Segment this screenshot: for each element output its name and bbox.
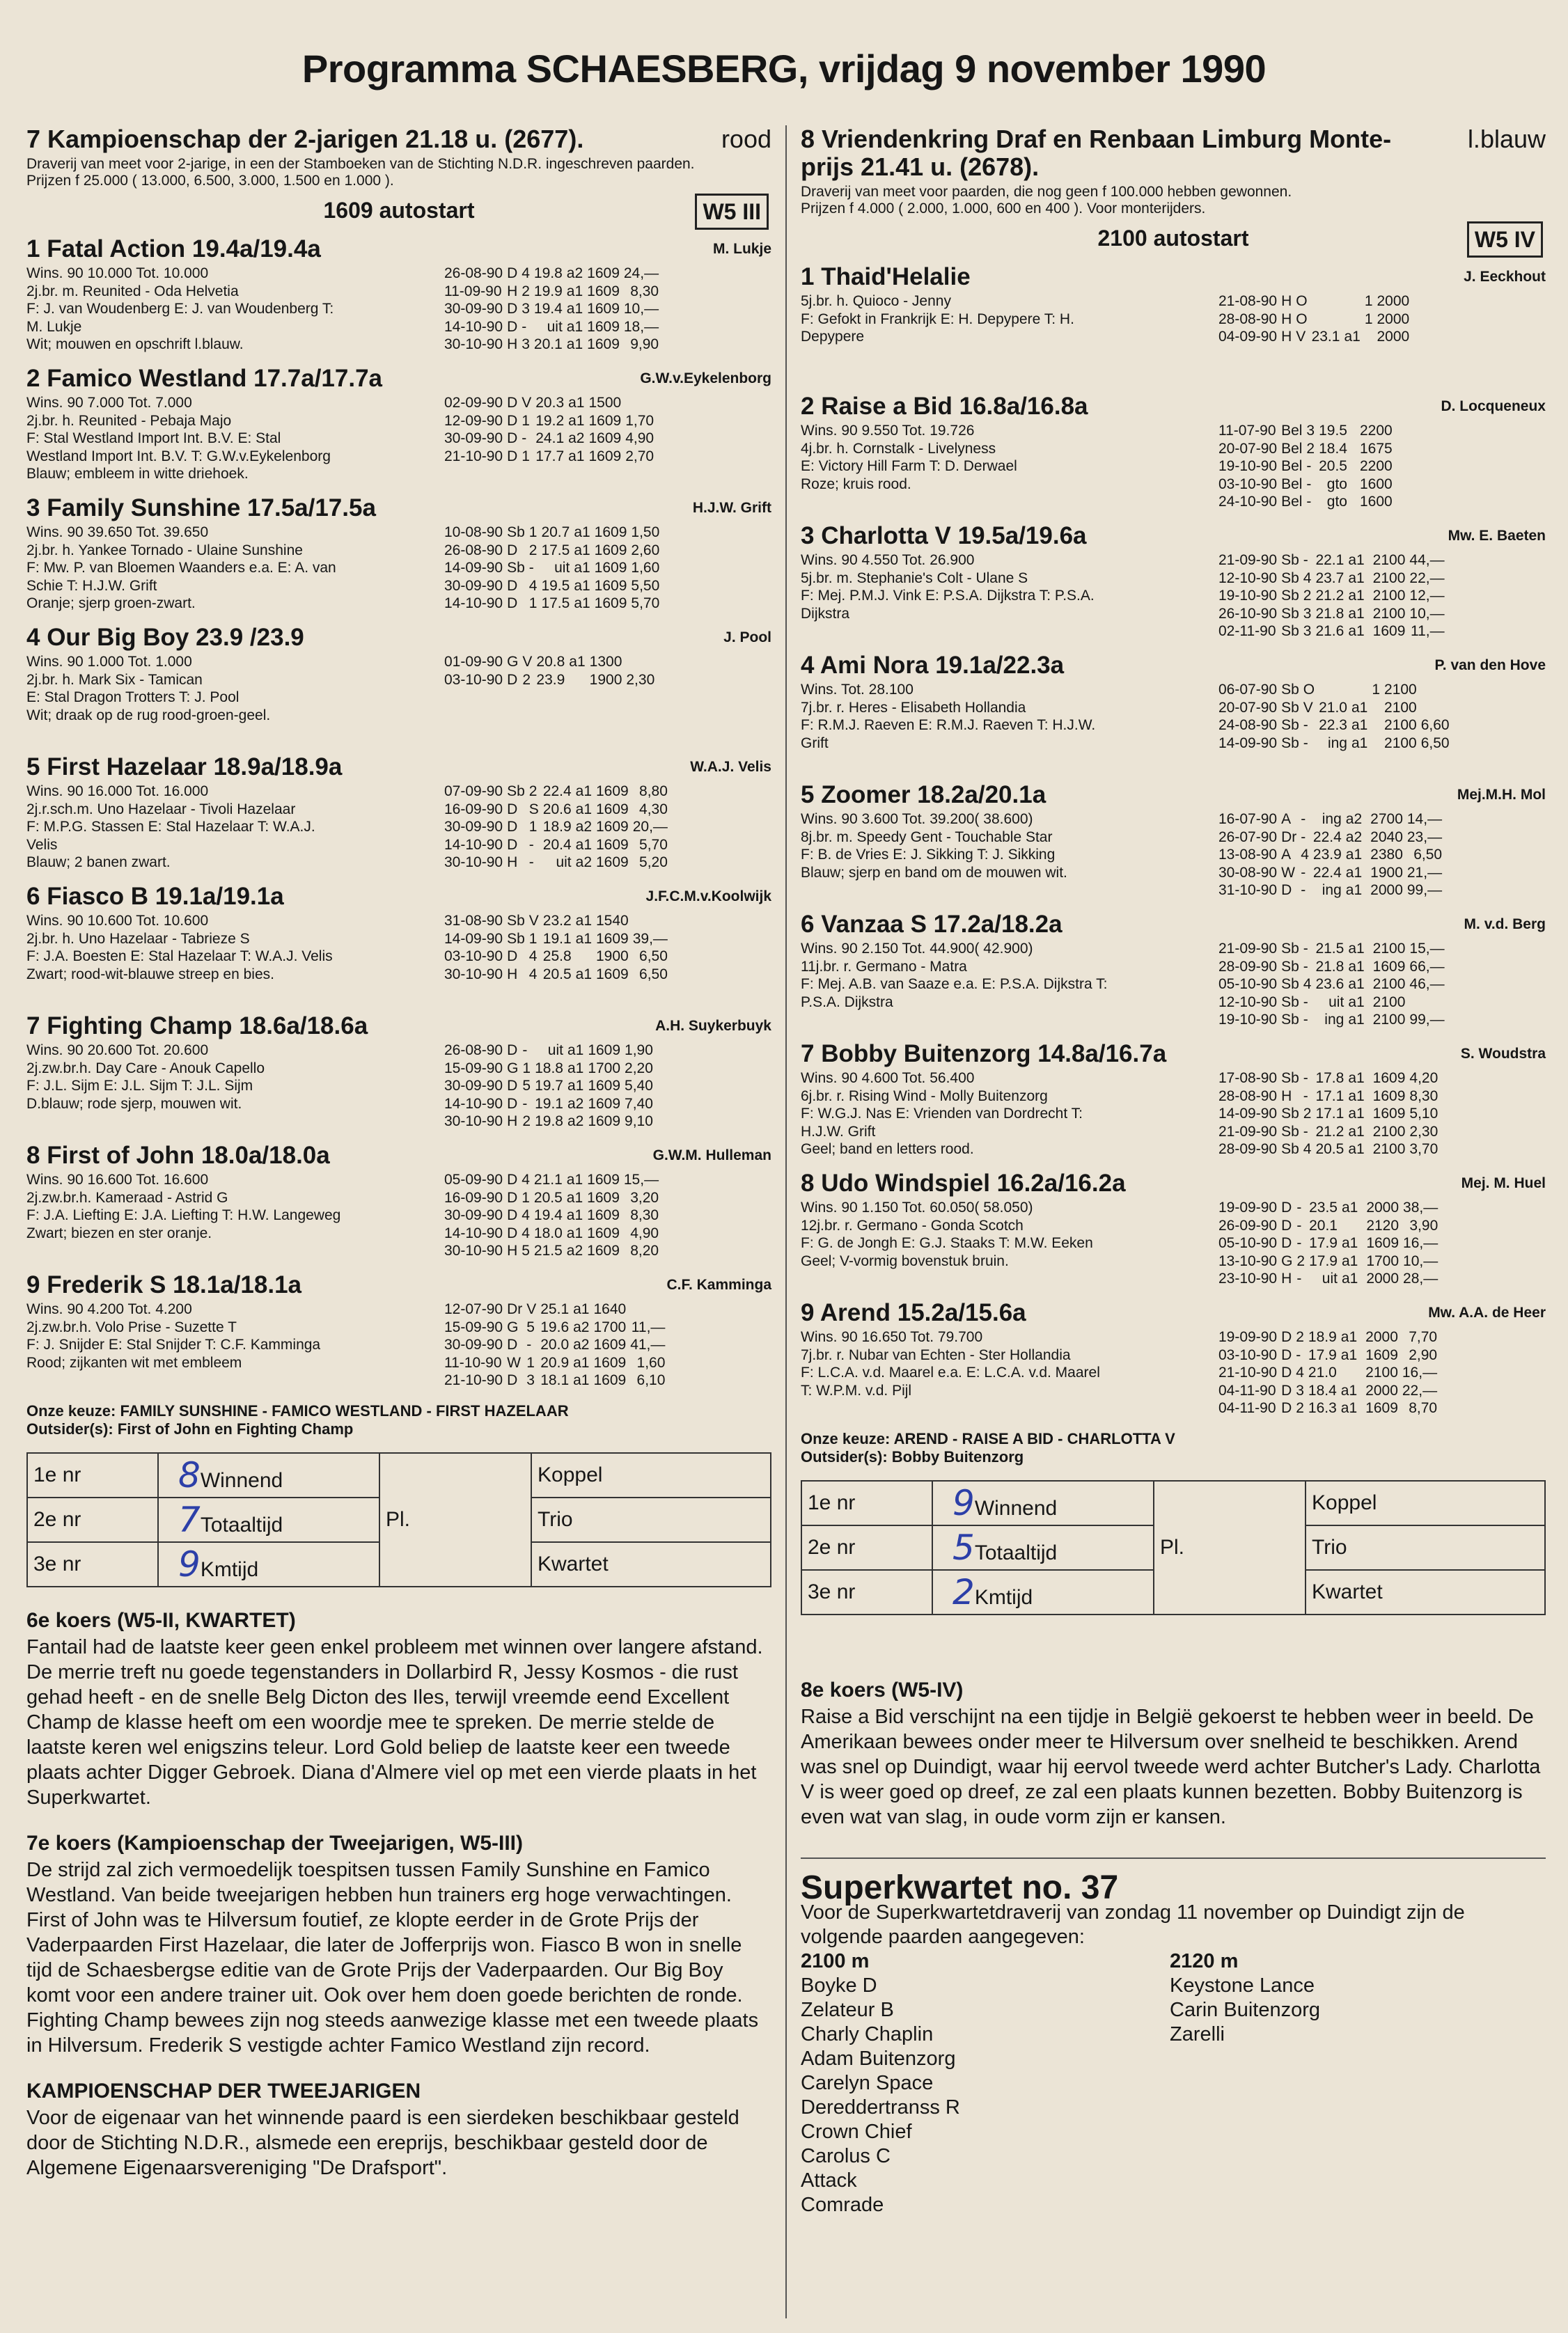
result-row: 23-10-90 H - uit a1 2000 28,— [1218, 1271, 1438, 1287]
horse-entry [26, 1142, 771, 1267]
handwritten-number: 9 [178, 1544, 201, 1585]
result-row: 30-10-90 H 2 19.8 a2 1609 9,10 [444, 1113, 653, 1129]
superkwartet-list-2120 [1170, 1974, 1539, 2047]
horse-trainer: G.W.M. Hulleman [652, 1147, 771, 1163]
result-row: 21-10-90 D 3 18.1 a1 1609 6,10 [444, 1372, 666, 1388]
horse-results [444, 1042, 657, 1131]
horse-trainer: G.W.v.Eykelenborg [640, 370, 771, 386]
horse-name: 5 Zoomer 18.2a/20.1a [801, 781, 1046, 808]
horse-name: 6 Vanzaa S 17.2a/18.2a [801, 911, 1063, 938]
horse-results [1218, 681, 1454, 752]
horse-results [444, 912, 672, 983]
horse-info: Wins. 90 1.150 Tot. 60.050( 58.050) 12j.br. r. Germano - Gonda Scotch F: G. de Jongh E: G.J. Staaks T: M.W. Eeken Geel; V-vormig bovenstuk bruin. [801, 1200, 1093, 1269]
horse-results [1218, 810, 1446, 900]
result-row: 14-10-90 D - 20.4 a1 1609 5,70 [444, 836, 668, 853]
horse-results [1218, 1199, 1442, 1288]
horse-results [1218, 940, 1449, 1029]
result-row: 05-09-90 D 4 21.1 a1 1609 15,— [444, 1172, 659, 1188]
horse-info: Wins. 90 1.000 Tot. 1.000 2j.br. h. Mark Six - Tamican E: Stal Dragon Trotters T: J. Pool Wit; draak op de rug rood-groen-geel. [26, 654, 271, 723]
race-8-horse-list [801, 263, 1546, 1424]
horse-trainer: Mej.M.H. Mol [1457, 787, 1546, 803]
result-row: 24-10-90 Bel - gto 1600 [1218, 494, 1393, 510]
result-row: 07-09-90 Sb 2 22.4 a1 1609 8,80 [444, 783, 668, 799]
result-row: 02-09-90 D V 20.3 a1 1500 [444, 395, 622, 411]
result-row: 21-09-90 Sb - 21.2 a1 2100 2,30 [1218, 1123, 1438, 1140]
horse-name: 3 Charlotta V 19.5a/19.6a [801, 522, 1087, 549]
result-row: 13-10-90 G 2 17.9 a1 1700 10,— [1218, 1252, 1438, 1269]
superkwartet-horse: Carolus C [801, 2145, 891, 2167]
race-7-color: rood [721, 125, 771, 153]
horse-results [444, 1301, 669, 1390]
result-row: 04-11-90 D 2 16.3 a1 1609 8,70 [1218, 1400, 1438, 1416]
horse-entry [26, 753, 771, 879]
superkwartet-horse: Adam Buitenzorg [801, 2048, 956, 2070]
result-row: 24-08-90 Sb - 22.3 a1 2100 6,60 [1218, 717, 1450, 733]
result-row: 28-09-90 Sb - 21.8 a1 1609 66,— [1218, 958, 1445, 975]
horse-name: 4 Our Big Boy 23.9 /23.9 [26, 624, 304, 651]
horse-name: 9 Arend 15.2a/15.6a [801, 1299, 1026, 1326]
horse-info: Wins. 90 20.600 Tot. 20.600 2j.zw.br.h. Day Care - Anouk Capello F: J.L. Sijm E: J.L. Sijm T: J.L. Sijm D.blauw; rode sjerp, mouwen wit. [26, 1042, 265, 1112]
horse-trainer: J. Eeckhout [1464, 269, 1546, 285]
horse-trainer: D. Locqueneux [1441, 398, 1546, 414]
race-8-color: l.blauw [1467, 125, 1546, 153]
result-row: 02-11-90 Sb 3 21.6 a1 1609 11,— [1218, 623, 1445, 639]
result-row: 21-09-90 Sb - 22.1 a1 2100 44,— [1218, 552, 1445, 568]
result-row: 16-09-90 D S 20.6 a1 1609 4,30 [444, 801, 668, 817]
result-row: 30-10-90 H 3 20.1 a1 1609 9,90 [444, 336, 659, 352]
horse-results [1218, 422, 1401, 511]
horse-results [444, 653, 659, 689]
result-row: 26-10-90 Sb 3 21.8 a1 2100 10,— [1218, 605, 1445, 622]
race-8-result-grid: 1e nr 9Winnend Pl. Koppel 2e nr 5Totaaltijd Trio 3e nr 2Kmtijd Kwartet [801, 1480, 1546, 1615]
result-row: 13-08-90 A 4 23.9 a1 2380 6,50 [1218, 847, 1443, 863]
horse-entry [801, 911, 1546, 1036]
horse-entry [26, 1271, 771, 1397]
result-row: 19-10-90 Sb - ing a1 2100 99,— [1218, 1012, 1445, 1028]
result-row: 30-10-90 H 4 20.5 a1 1609 6,50 [444, 966, 668, 982]
horse-info: Wins. 90 2.150 Tot. 44.900( 42.900) 11j.br. r. Germano - Matra F: Mej. A.B. van Saaze e.a. E: P.S.A. Dijkstra T: P.S.A. Dijkstra [801, 941, 1108, 1010]
race-8-description: Draverij van meet voor paarden, die nog geen f 100.000 hebben gewonnen. Prijzen f 4.000 ( 2.000, 1.000, 600 en 400 ). Voor monterijders. [801, 184, 1292, 217]
result-row: 28-08-90 H O 1 2000 [1218, 311, 1410, 327]
result-row: 10-08-90 Sb 1 20.7 a1 1609 1,50 [444, 524, 660, 540]
horse-trainer: S. Woudstra [1460, 1046, 1546, 1062]
result-row: 30-09-90 D 1 18.9 a2 1609 20,— [444, 819, 668, 835]
superkwartet-horse: Boyke D [801, 1974, 877, 1997]
horse-trainer: Mw. E. Baeten [1448, 528, 1546, 544]
result-row: 21-09-90 Sb - 21.5 a1 2100 15,— [1218, 941, 1445, 957]
horse-name: 8 First of John 18.0a/18.0a [26, 1142, 330, 1169]
handwritten-number: 9 [952, 1483, 975, 1523]
horse-results [1218, 1328, 1441, 1417]
horse-info: Wins. 90 4.200 Tot. 4.200 2j.zw.br.h. Volo Prise - Suzette T F: J. Snijder E: Stal Snijder T: C.F. Kamminga Rood; zijkanten wit met embleem [26, 1301, 321, 1371]
horse-entry [801, 522, 1546, 647]
result-row: 20-07-90 Bel 2 18.4 1675 [1218, 440, 1393, 457]
result-row: 03-10-90 D 2 23.9 1900 2,30 [444, 671, 655, 688]
horse-name: 5 First Hazelaar 18.9a/18.9a [26, 753, 343, 780]
horse-trainer: Mej. M. Huel [1461, 1175, 1546, 1191]
result-row: 26-08-90 D - uit a1 1609 1,90 [444, 1042, 653, 1058]
horse-info: Wins. 90 16.650 Tot. 79.700 7j.br. r. Nubar van Echten - Ster Hollandia F: L.C.A. v.d. Maarel e.a. E: L.C.A. v.d. Maarel T: W.P.M. v.d. Pijl [801, 1329, 1100, 1399]
horse-info: Wins. 90 10.000 Tot. 10.000 2j.br. m. Reunited - Oda Helvetia F: J. van Woudenberg E: J. van Woudenberg T: M. Lukje Wit; mouwen en opschrift l.blauw. [26, 265, 334, 352]
result-row: 15-09-90 G 1 18.8 a1 1700 2,20 [444, 1060, 653, 1076]
horse-trainer: C.F. Kamminga [666, 1277, 771, 1293]
left-column [26, 125, 771, 2181]
race-7-start: 1609 autostart [323, 198, 475, 223]
result-row: 30-08-90 W - 22.4 a1 1900 21,— [1218, 864, 1443, 881]
result-row: 11-09-90 H 2 19.9 a1 1609 8,30 [444, 283, 659, 299]
result-row: 19-10-90 Sb 2 21.2 a1 2100 12,— [1218, 588, 1445, 604]
result-row: 12-10-90 Sb - uit a1 2100 [1218, 993, 1406, 1010]
horse-entry [26, 1012, 771, 1138]
superkwartet-horse: Charly Chaplin [801, 2023, 934, 2045]
result-row: 03-10-90 D 4 25.8 1900 6,50 [444, 948, 668, 964]
result-row: 05-10-90 D - 17.9 a1 1609 16,— [1218, 1235, 1438, 1251]
horse-name: 1 Fatal Action 19.4a/19.4a [26, 235, 321, 262]
result-row: 30-09-90 D 4 19.5 a1 1609 5,50 [444, 577, 660, 594]
result-row: 17-08-90 Sb - 17.8 a1 1609 4,20 [1218, 1070, 1438, 1086]
horse-trainer: J.F.C.M.v.Koolwijk [645, 888, 771, 904]
superkwartet-list-2100 [801, 1974, 1170, 2217]
horse-info: Wins. 90 3.600 Tot. 39.200( 38.600) 8j.br. m. Speedy Gent - Touchable Star F: B. de Vries E: J. Sikking T: J. Sikking Blauw; sjerp en band om de mouwen wit. [801, 811, 1067, 881]
result-row: 26-09-90 D - 20.1 2120 3,90 [1218, 1217, 1438, 1234]
result-row: 21-08-90 H O 1 2000 [1218, 293, 1410, 309]
horse-info: Wins. 90 4.550 Tot. 26.900 5j.br. m. Stephanie's Colt - Ulane S F: Mej. P.M.J. Vink E: P.S.A. Dijkstra T: P.S.A. Dijkstra [801, 552, 1095, 622]
right-column [801, 125, 1546, 2217]
horse-name: 4 Ami Nora 19.1a/22.3a [801, 652, 1065, 679]
result-row: 14-09-90 Sb - uit a1 1609 1,60 [444, 560, 660, 576]
race-7-horse-list [26, 235, 771, 1397]
horse-trainer: M. v.d. Berg [1464, 916, 1546, 932]
article-race-7: 7e koers (Kampioenschap der Tweejarigen, W5-III) De strijd zal zich vermoedelijk toespitsen tussen Family Sunshine en Famico Westland. Van beide tweejarigen hebben hun trainers erg hoge verwachtingen. First of John was te Hilversum foutief, ze klopte eerder in de Grote Prijs der Vaderpaarden First Hazelaar, die later de Jofferprijs won. Fiasco B won in snelle tijd de Schaesbergse editie van de Grote Prijs der Vaderpaarden. Our Big Boy komt voor een andere trainer uit. Ook over hem doen goede berichten de ronde. Fighting Champ bewees zijn nog steeds aanwezige klasse met een tweede plaats in Hilversum. Frederik S vestigde achter Famico Westland zijn record. [26, 1832, 759, 2057]
race-7-result-grid: 1e nr 8Winnend Pl. Koppel 2e nr 7Totaaltijd Trio 3e nr 9Kmtijd Kwartet [26, 1452, 771, 1587]
result-row: 11-10-90 W 1 20.9 a1 1609 1,60 [444, 1354, 666, 1371]
race-8-class-badge: W5 IV [1467, 221, 1543, 258]
result-row: 28-08-90 H - 17.1 a1 1609 8,30 [1218, 1087, 1438, 1104]
result-row: 19-09-90 D - 23.5 a1 2000 38,— [1218, 1200, 1438, 1216]
horse-results [444, 1171, 663, 1260]
result-row: 14-10-90 D 1 17.5 a1 1609 5,70 [444, 595, 660, 611]
horse-name: 7 Fighting Champ 18.6a/18.6a [26, 1012, 368, 1039]
horse-entry [26, 624, 771, 749]
superkwartet-section: Superkwartet no. 37 Voor de Superkwartetdraverij van zondag 11 november op Duindigt zijn de volgende paarden aangegeven: 2100 m Boyke D Zelateur B Charly Chaplin Adam Buitenzorg Carelyn Space Dereddertranss R Crown Chief Carolus C Attack Comrade 2120 m Keystone Lance Carin Buitenzorg Zarelli [801, 1876, 1546, 2217]
article-kampioenschap: KAMPIOENSCHAP DER TWEEJARIGEN Voor de eigenaar van het winnende paard is een sierdeken beschikbaar gesteld door de Stichting N.D.R., alsmede een ereprijs, beschikbaar gesteld door de Algemene Eigenaarsvereniging "De Drafsport". [26, 2080, 739, 2179]
result-row: 26-07-90 Dr - 22.4 a2 2040 23,— [1218, 828, 1443, 845]
article-race-6: 6e koers (W5-II, KWARTET) Fantail had de laatste keer geen enkel probleem met winnen over langere afstand. De merrie treft nu goede tegenstanders in Dollarbird R, Jessy Kosmos - die rust gehad heeft - en de snelle Belg Dicton des Iles, terwijl vreemde eend Excellent Champ de klasse heeft om een woordje mee te spreken. De merrie stelde de laatste keren wel enigszins teleur. Lord Gold beliep de laatste keer een tweede plaats achter Digger Gebroek. Diana d'Almere viel op met een vierde plaats in het Superkwartet. [26, 1609, 763, 1809]
result-row: 14-09-90 Sb - ing a1 2100 6,50 [1218, 735, 1450, 751]
result-row: 21-10-90 D 1 17.7 a1 1609 2,70 [444, 448, 654, 464]
horse-trainer: Mw. A.A. de Heer [1428, 1305, 1546, 1321]
result-row: 31-10-90 D - ing a1 2000 99,— [1218, 882, 1443, 898]
horse-info: Wins. 90 7.000 Tot. 7.000 2j.br. h. Reunited - Pebaja Majo F: Stal Westland Import Int. B.V. E: Stal Westland Import Int. B.V. T: G.W.v.Eykelenborg Blauw; embleem in witte driehoek. [26, 395, 331, 482]
horse-entry [801, 652, 1546, 777]
horse-trainer: P. van den Hove [1434, 657, 1546, 673]
result-row: 03-10-90 Bel - gto 1600 [1218, 476, 1393, 492]
horse-name: 2 Raise a Bid 16.8a/16.8a [801, 393, 1088, 420]
result-row: 14-10-90 D 4 18.0 a1 1609 4,90 [444, 1225, 659, 1241]
result-row: 26-08-90 D 2 17.5 a1 1609 2,60 [444, 542, 660, 558]
result-row: 26-08-90 D 4 19.8 a2 1609 24,— [444, 265, 659, 281]
horse-entry [801, 1170, 1546, 1295]
result-row: 19-09-90 D 2 18.9 a1 2000 7,70 [1218, 1329, 1438, 1345]
horse-info: Wins. 90 16.000 Tot. 16.000 2j.r.sch.m. Uno Hazelaar - Tivoli Hazelaar F: M.P.G. Stassen E: Stal Hazelaar T: W.A.J. Velis Blauw; 2 banen zwart. [26, 783, 315, 870]
horse-entry [801, 1299, 1546, 1424]
horse-trainer: W.A.J. Velis [690, 759, 771, 775]
horse-results [444, 265, 663, 354]
handwritten-number: 5 [952, 1527, 975, 1568]
horse-entry [801, 1040, 1546, 1165]
horse-name: 6 Fiasco B 19.1a/19.1a [26, 883, 284, 910]
result-row: 01-09-90 G V 20.8 a1 1300 [444, 654, 622, 670]
race-7-title: 7 Kampioenschap der 2-jarigen 21.18 u. (2677). rood [26, 125, 771, 153]
superkwartet-horse: Carelyn Space [801, 2072, 934, 2094]
horse-info: Wins. Tot. 28.100 7j.br. r. Heres - Elisabeth Hollandia F: R.M.J. Raeven E: R.M.J. Raeven T: H.J.W. Grift [801, 682, 1096, 751]
horse-entry [26, 883, 771, 1008]
result-row: 30-09-90 D - 20.0 a2 1609 41,— [444, 1337, 666, 1353]
horse-results [1218, 1069, 1442, 1158]
horse-results [444, 783, 672, 872]
result-row: 04-11-90 D 3 18.4 a1 2000 22,— [1218, 1382, 1438, 1399]
horse-entry [26, 235, 771, 361]
horse-trainer: M. Lukje [712, 241, 771, 257]
result-row: 20-07-90 Sb V 21.0 a1 2100 [1218, 699, 1417, 716]
result-row: 15-09-90 G 5 19.6 a2 1700 11,— [444, 1319, 666, 1335]
column-divider [785, 125, 787, 2318]
superkwartet-horse: Carin Buitenzorg [1170, 1999, 1320, 2021]
result-row: 16-09-90 D 1 20.5 a1 1609 3,20 [444, 1189, 659, 1206]
race-7-keuze: Onze keuze: FAMILY SUNSHINE - FAMICO WESTLAND - FIRST HAZELAAR Outsider(s): First of John en Fighting Champ [26, 1402, 569, 1438]
horse-entry [801, 781, 1546, 906]
horse-entry [26, 365, 771, 490]
handwritten-number: 2 [952, 1572, 975, 1612]
horse-info: Wins. 90 10.600 Tot. 10.600 2j.br. h. Uno Hazelaar - Tabrieze S F: J.A. Boesten E: Stal Hazelaar T: W.A.J. Velis Zwart; rood-wit-blauwe streep en bies. [26, 913, 333, 982]
horse-results [1218, 551, 1449, 641]
result-row: 14-09-90 Sb 2 17.1 a1 1609 5,10 [1218, 1106, 1438, 1122]
result-row: 04-09-90 H V 23.1 a1 2000 [1218, 329, 1410, 345]
result-row: 14-09-90 Sb 1 19.1 a1 1609 39,— [444, 930, 668, 947]
article-race-8: 8e koers (W5-IV) Raise a Bid verschijnt na een tijdje in België gekoerst te hebben weer in beeld. De Amerikaan bewees onder meer te Hilversum over snelheid te beschikken. Arend was snel op Duindigt, waar hij eervol tweede werd achter Butcher's Lady. Charlotta V is weer goed op dreef, ze zal een plaats kunnen bezetten. Bobby Buitenzorg is even wat van slag, in oude vorm zijn er kansen. [801, 1679, 1541, 1828]
horse-results [444, 394, 658, 465]
result-row: 14-10-90 D - 19.1 a2 1609 7,40 [444, 1095, 653, 1112]
result-row: 03-10-90 D - 17.9 a1 1609 2,90 [1218, 1346, 1438, 1363]
horse-entry [26, 494, 771, 620]
horse-name: 9 Frederik S 18.1a/18.1a [26, 1271, 301, 1298]
page-title: Programma SCHAESBERG, vrijdag 9 november 1990 [301, 47, 1267, 91]
horse-results [444, 524, 664, 613]
horse-trainer: J. Pool [723, 629, 771, 645]
result-row: 30-10-90 H - uit a2 1609 5,20 [444, 854, 668, 870]
handwritten-number: 7 [178, 1500, 201, 1540]
horse-info: Wins. 90 39.650 Tot. 39.650 2j.br. h. Yankee Tornado - Ulaine Sunshine F: Mw. P. van Bloemen Waanders e.a. E: A. van Schie T: H.J.W. Grift Oranje; sjerp groen-zwart. [26, 524, 336, 611]
superkwartet-horse: Comrade [801, 2194, 884, 2216]
horse-entry [801, 393, 1546, 518]
race-8-start: 2100 autostart [1097, 226, 1249, 251]
result-row: 14-10-90 D - uit a1 1609 18,— [444, 318, 659, 335]
superkwartet-horse: Attack [801, 2169, 857, 2192]
horse-info: Wins. 90 16.600 Tot. 16.600 2j.zw.br.h. Kameraad - Astrid G F: J.A. Liefting E: J.A. Liefting T: H.W. Langeweg Zwart; biezen en ster oranje. [26, 1172, 341, 1241]
horse-info: Wins. 90 4.600 Tot. 56.400 6j.br. r. Rising Wind - Molly Buitenzorg F: W.G.J. Nas E: Vrienden van Dordrecht T: H.J.W. Grift Geel; band en letters rood. [801, 1070, 1083, 1157]
horse-name: 3 Family Sunshine 17.5a/17.5a [26, 494, 376, 521]
result-row: 06-07-90 Sb O 1 2100 [1218, 682, 1417, 698]
result-row: 30-09-90 D 5 19.7 a1 1609 5,40 [444, 1078, 653, 1094]
superkwartet-horse: Dereddertranss R [801, 2096, 960, 2119]
horse-info: 5j.br. h. Quioco - Jenny F: Gefokt in Frankrijk E: H. Depypere T: H. Depypere [801, 293, 1074, 345]
horse-trainer: A.H. Suykerbuyk [655, 1018, 771, 1034]
superkwartet-horse: Crown Chief [801, 2121, 912, 2143]
result-row: 31-08-90 Sb V 23.2 a1 1540 [444, 913, 629, 929]
race-8-keuze: Onze keuze: AREND - RAISE A BID - CHARLOTTA V Outsider(s): Bobby Buitenzorg [801, 1430, 1175, 1466]
horse-name: 7 Bobby Buitenzorg 14.8a/16.7a [801, 1040, 1167, 1067]
horse-name: 1 Thaid'Helalie [801, 263, 971, 290]
result-row: 21-10-90 D 4 21.0 2100 16,— [1218, 1365, 1438, 1381]
result-row: 11-07-90 Bel 3 19.5 2200 [1218, 423, 1393, 439]
result-row: 28-09-90 Sb 4 20.5 a1 2100 3,70 [1218, 1141, 1438, 1157]
race-7-description: Draverij van meet voor 2-jarige, in een der Stamboeken van de Stichting N.D.R. ingeschreven paarden. Prijzen f 25.000 ( 13.000, 6.500, 3.000, 1.500 en 1.000 ). [26, 156, 695, 189]
horse-name: 8 Udo Windspiel 16.2a/16.2a [801, 1170, 1126, 1197]
horse-info: Wins. 90 9.550 Tot. 19.726 4j.br. h. Cornstalk - Livelyness E: Victory Hill Farm T: D. Derwael Roze; kruis rood. [801, 423, 1017, 492]
superkwartet-horse: Zarelli [1170, 2023, 1225, 2045]
horse-entry [801, 263, 1546, 388]
result-row: 30-10-90 H 5 21.5 a2 1609 8,20 [444, 1243, 659, 1259]
result-row: 12-09-90 D 1 19.2 a1 1609 1,70 [444, 412, 654, 429]
result-row: 19-10-90 Bel - 20.5 2200 [1218, 458, 1393, 474]
superkwartet-horse: Zelateur B [801, 1999, 894, 2021]
race-7-class-badge: W5 III [695, 194, 769, 230]
result-row: 05-10-90 Sb 4 23.6 a1 2100 46,— [1218, 976, 1445, 992]
result-row: 30-09-90 D 4 19.4 a1 1609 8,30 [444, 1207, 659, 1223]
result-row: 30-09-90 D - 24.1 a2 1609 4,90 [444, 430, 654, 446]
result-row: 16-07-90 A - ing a2 2700 14,— [1218, 811, 1443, 827]
horse-trainer: H.J.W. Grift [692, 500, 771, 516]
result-row: 12-10-90 Sb 4 23.7 a1 2100 22,— [1218, 569, 1445, 586]
result-row: 30-09-90 D 3 19.4 a1 1609 10,— [444, 301, 659, 317]
race-8-title: 8 Vriendenkring Draf en Renbaan Limburg Monte-prijs 21.41 u. (2678). l.blauw [801, 125, 1546, 181]
horse-results [1218, 292, 1418, 346]
horse-name: 2 Famico Westland 17.7a/17.7a [26, 365, 383, 392]
superkwartet-horse: Keystone Lance [1170, 1974, 1315, 1997]
result-row: 12-07-90 Dr V 25.1 a1 1640 [444, 1301, 627, 1317]
handwritten-number: 8 [178, 1455, 201, 1495]
